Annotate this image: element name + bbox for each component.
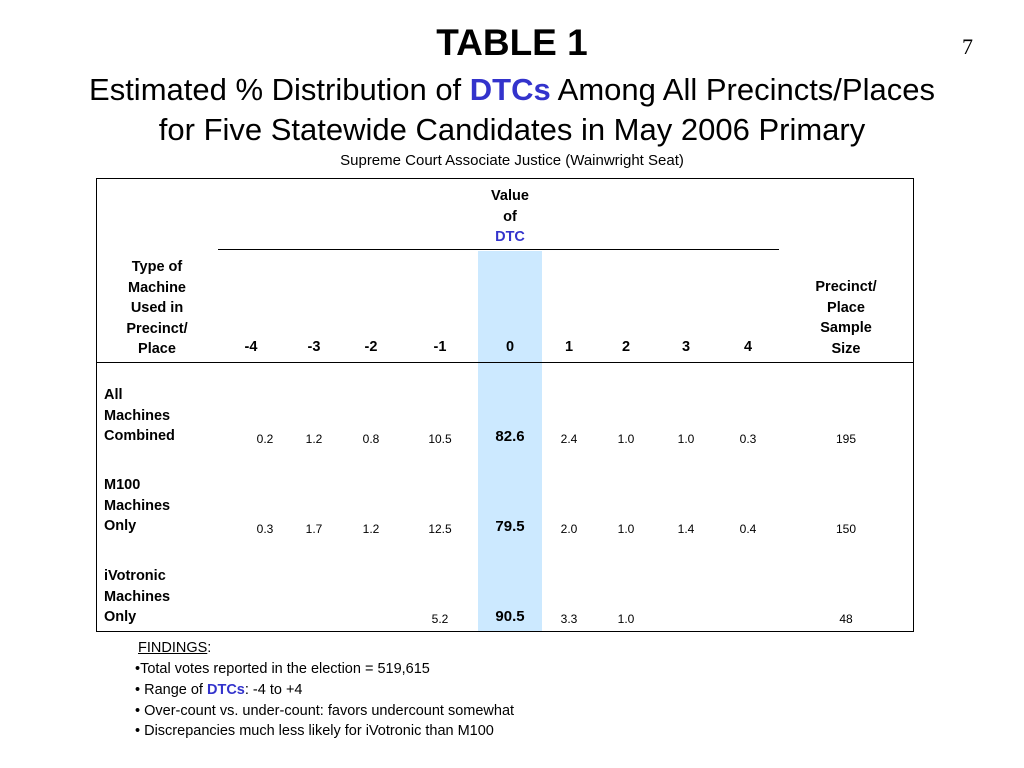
finding-range-post: : -4 to +4 [244, 681, 303, 698]
header-separator [96, 362, 914, 363]
value-of-dtc-header [470, 186, 550, 248]
subtitle-post: Among All Precincts/Places [550, 72, 935, 107]
column-header: -2 [364, 339, 378, 355]
row-label-line: All [104, 387, 123, 403]
table-cell-sample-size: 48 [839, 612, 853, 626]
finding-range-pre: • Range of [135, 681, 207, 698]
row-label-all-machines [104, 385, 175, 447]
table-cell: 1.0 [617, 522, 635, 536]
table-cell: 3.3 [560, 612, 578, 626]
column-header: -1 [433, 339, 447, 355]
table-cell: 2.4 [560, 432, 578, 446]
table-cell: 0.3 [256, 522, 274, 536]
findings-colon: : [207, 640, 212, 656]
column-header: -3 [307, 339, 321, 355]
value-header-line-1: Value [491, 188, 529, 204]
row-label-line: Combined [104, 428, 175, 444]
table-cell-sample-size: 150 [835, 522, 857, 536]
row-label-line: Machines [104, 497, 171, 514]
subtitle-pre: Estimated % Distribution of [89, 72, 470, 107]
table-cell: 1.7 [305, 522, 323, 536]
row-label-line: Only [104, 609, 137, 625]
row-label-line: Machines [104, 407, 171, 424]
page-number: 7 [962, 34, 973, 59]
table-cell: 0.4 [739, 522, 757, 536]
table-cell: 0.8 [362, 432, 380, 446]
column-header: 4 [743, 339, 753, 355]
row-label-m100 [104, 475, 170, 537]
table-cell-dtc-zero: 79.5 [495, 518, 525, 535]
page-title: TABLE 1 [436, 22, 588, 63]
row-label-ivotronic [104, 566, 170, 628]
table-cell: 1.4 [677, 522, 695, 536]
findings-heading [138, 638, 211, 659]
column-header: 2 [621, 339, 631, 355]
subtitle-line-1 [0, 72, 1024, 108]
subtitle-line-2: for Five Statewide Candidates in May 2006 Primary [158, 112, 866, 147]
table-cell: 0.3 [739, 432, 757, 446]
table-cell: 5.2 [431, 612, 449, 626]
table-cell-dtc-zero: 90.5 [495, 608, 525, 625]
size-header-line: Precinct/ [815, 279, 877, 295]
table-cell: 1.0 [617, 612, 635, 626]
table-cell-sample-size: 195 [835, 432, 857, 446]
finding-discrepancies: • Discrepancies much less likely for iVotronic than M100 [135, 723, 494, 740]
row-label-line: iVotronic [104, 568, 166, 584]
findings-heading-text: FINDINGS [138, 640, 208, 656]
findings-bullets [135, 659, 514, 742]
column-header: 3 [681, 339, 691, 355]
machine-type-header [104, 257, 210, 360]
findings-section [138, 638, 211, 659]
type-header-line: Machine [127, 279, 186, 296]
column-header: -4 [244, 339, 258, 355]
column-header: 1 [564, 339, 574, 355]
table-cell-dtc-zero: 82.6 [495, 428, 525, 445]
type-header-line: Used in [130, 300, 184, 316]
value-header-rule [218, 249, 779, 250]
row-label-line: Machines [104, 588, 171, 605]
subtitle-line-3: Supreme Court Associate Justice (Wainwright Seat) [340, 152, 684, 169]
table-cell: 0.2 [256, 432, 274, 446]
table-cell: 10.5 [428, 432, 452, 446]
finding-overcount: • Over-count vs. under-count: favors undercount somewhat [135, 702, 515, 719]
sample-size-header [800, 277, 892, 359]
value-header-line-3: DTC [495, 229, 525, 245]
size-header-line: Sample [820, 320, 872, 336]
table-cell: 1.2 [305, 432, 323, 446]
row-label-line: M100 [104, 477, 141, 493]
value-header-line-2: of [503, 208, 517, 225]
size-header-line: Place [827, 299, 865, 316]
type-header-line: Place [138, 341, 176, 357]
table-cell: 12.5 [428, 522, 452, 536]
subtitle-dtcs: DTCs [469, 72, 551, 107]
finding-range-dtcs: DTCs [206, 681, 245, 698]
table-cell: 1.2 [362, 522, 380, 536]
table-cell: 1.0 [617, 432, 635, 446]
table-cell: 2.0 [560, 522, 578, 536]
finding-total-votes: •Total votes reported in the election = 519,615 [135, 661, 430, 677]
size-header-line: Size [831, 340, 861, 357]
type-header-line: Type of [131, 259, 183, 275]
table-cell: 1.0 [677, 432, 695, 446]
type-header-line: Precinct/ [126, 320, 188, 337]
row-label-line: Only [104, 518, 137, 534]
column-header: 0 [505, 339, 515, 355]
finding-range [135, 680, 514, 701]
